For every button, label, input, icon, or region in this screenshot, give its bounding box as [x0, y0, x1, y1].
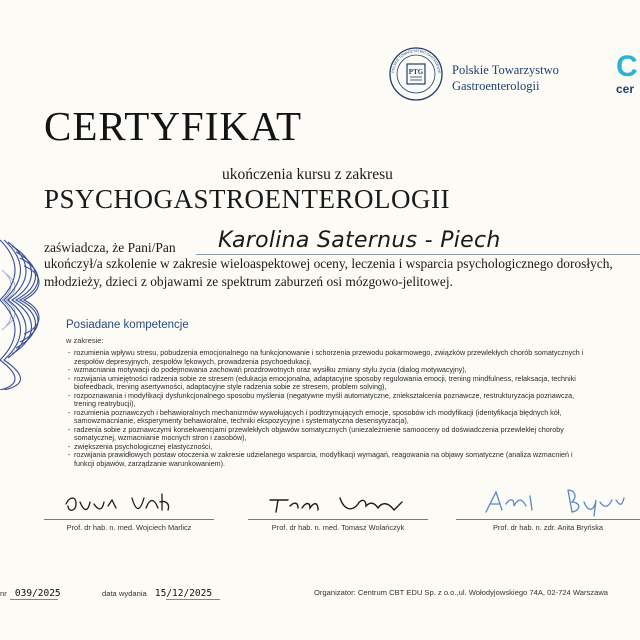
certificate-number	[0, 588, 61, 599]
competency-item: - zwiększenia psychologicznej elastyczności,	[66, 443, 586, 452]
signature-line-3	[456, 519, 640, 520]
signature-line-1	[44, 519, 214, 520]
signatory-name-3: Prof. dr hab. n. zdr. Anita Bryńska	[492, 523, 604, 532]
competency-item: - rozpoznawania i modyfikacji dysfunkcjonalnego sposobu myślenia (negatywne myśli automatyczne, zniekształcenia poznawcze, restrukturyzacja poznawcza, trening reatrybucji),	[66, 392, 586, 409]
course-name: PSYCHOGASTROENTEROLOGII	[44, 184, 451, 214]
wave-pattern-decoration	[0, 230, 50, 390]
competency-item: - radzenia sobie z poznawczymi konsekwencjami przewlekłych objawów somatycznych (uniezależnienie samooceny od doświadczenia przewlekłej choroby somatycznej, wzmacnianie mocnych stron i zasobów),	[66, 426, 586, 443]
competencies-scope-label: w zakresie:	[66, 336, 104, 345]
competency-item: - rozumienia wpływu stresu, pobudzenia emocjonalnego na funkcjonowanie i schorzenia przewodu pokarmowego, związków przewlekłych chorób somatycznych i zespołów depresyjnych, zespołów lękowych, prowadzenia psychoedukacji,	[66, 349, 586, 366]
competencies-list	[66, 349, 586, 468]
society-name-line2: Gastroenterologii	[452, 79, 540, 93]
certificate-number-rule	[10, 599, 58, 600]
partner-logo-subtext: cer	[616, 82, 635, 96]
recipient-name: Karolina Saternus - Piech	[218, 228, 501, 253]
certificate-title: CERTYFIKAT	[44, 103, 303, 149]
certifies-label: zaświadcza, że Pani/Pan	[44, 240, 176, 255]
signature-1-handwriting	[62, 490, 192, 520]
partner-logo	[616, 52, 638, 95]
society-name	[452, 62, 559, 94]
svg-text:PTG: PTG	[408, 68, 424, 76]
competencies-heading: Posiadane kompetencje	[66, 319, 189, 331]
issue-date-rule	[166, 599, 220, 600]
issue-date	[102, 588, 212, 599]
issue-date-value: 15/12/2025	[154, 588, 213, 599]
organizer-info: Organizator: Centrum CBT EDU Sp. z o.o.,ul. Wołodyjowskiego 74A, 02-724 Warszawa	[314, 588, 609, 597]
competency-item: - rozumienia poznawczych i behawioralnych mechanizmów wywołujących i podtrzymujących emocje, sposobów ich modyfikacji (identyfikacja błędnych kół, samowzmacnianie, eksperymenty behawioralne, techniki ekspozycyjne i systematyczna desensytyzacja),	[66, 409, 586, 426]
signatory-name-2: Prof. dr hab. n. med. Tomasz Wolańczyk	[271, 523, 405, 532]
certificate-number-value: 039/2025	[14, 588, 61, 599]
society-name-line1: Polskie Towarzystwo	[452, 63, 559, 77]
society-seal-logo	[388, 46, 444, 102]
seal-text: POLSKIE TOWARZYSTWO GASTROENTE	[391, 48, 442, 74]
certificate-subtitle: ukończenia kursu z zakresu	[222, 166, 393, 183]
signature-line-2	[248, 519, 428, 520]
competency-item: - rozwijania umiejętności radzenia sobie ze stresem (edukacja emocjonalna, adaptacyjne sposoby regulowania emocji, trening mindfulness, relaksacja, techniki biofeedback, trening asertywności, adaptacyjne style radzenia sobie ze stresem, problem solving),	[66, 375, 586, 392]
certificate-description: ukończył/a szkolenie w zakresie wieloaspektowej oceny, leczenia i wsparcia psychologicznego dorosłych, młodzieży, dzieci z objawami ze spektrum zaburzeń osi mózgowo-jelitowej.	[44, 256, 613, 289]
competency-item: - wzmacniania motywacji do podejmowania zachowań prozdrowotnych oraz wysiłku zmiany stylu życia (dialog motywacyjny),	[66, 366, 586, 375]
partner-logo-mark: C	[616, 50, 638, 83]
competency-item: - rozwijania prawidłowych postaw otoczenia w zakresie udzielanego wsparcia, modyfikacji wymagań, reagowania na objawy somatyczne (analiza wzmacnień i funkcji objawów, zarządzanie warunkowaniem).	[66, 451, 586, 468]
certificate-number-label: nr	[0, 589, 7, 598]
signatory-name-1: Prof. dr hab. n. med. Wojciech Marlicz	[66, 523, 192, 532]
signature-2-handwriting	[262, 490, 412, 520]
signature-3-handwriting	[478, 486, 628, 520]
issue-date-label: data wydania	[102, 589, 147, 598]
